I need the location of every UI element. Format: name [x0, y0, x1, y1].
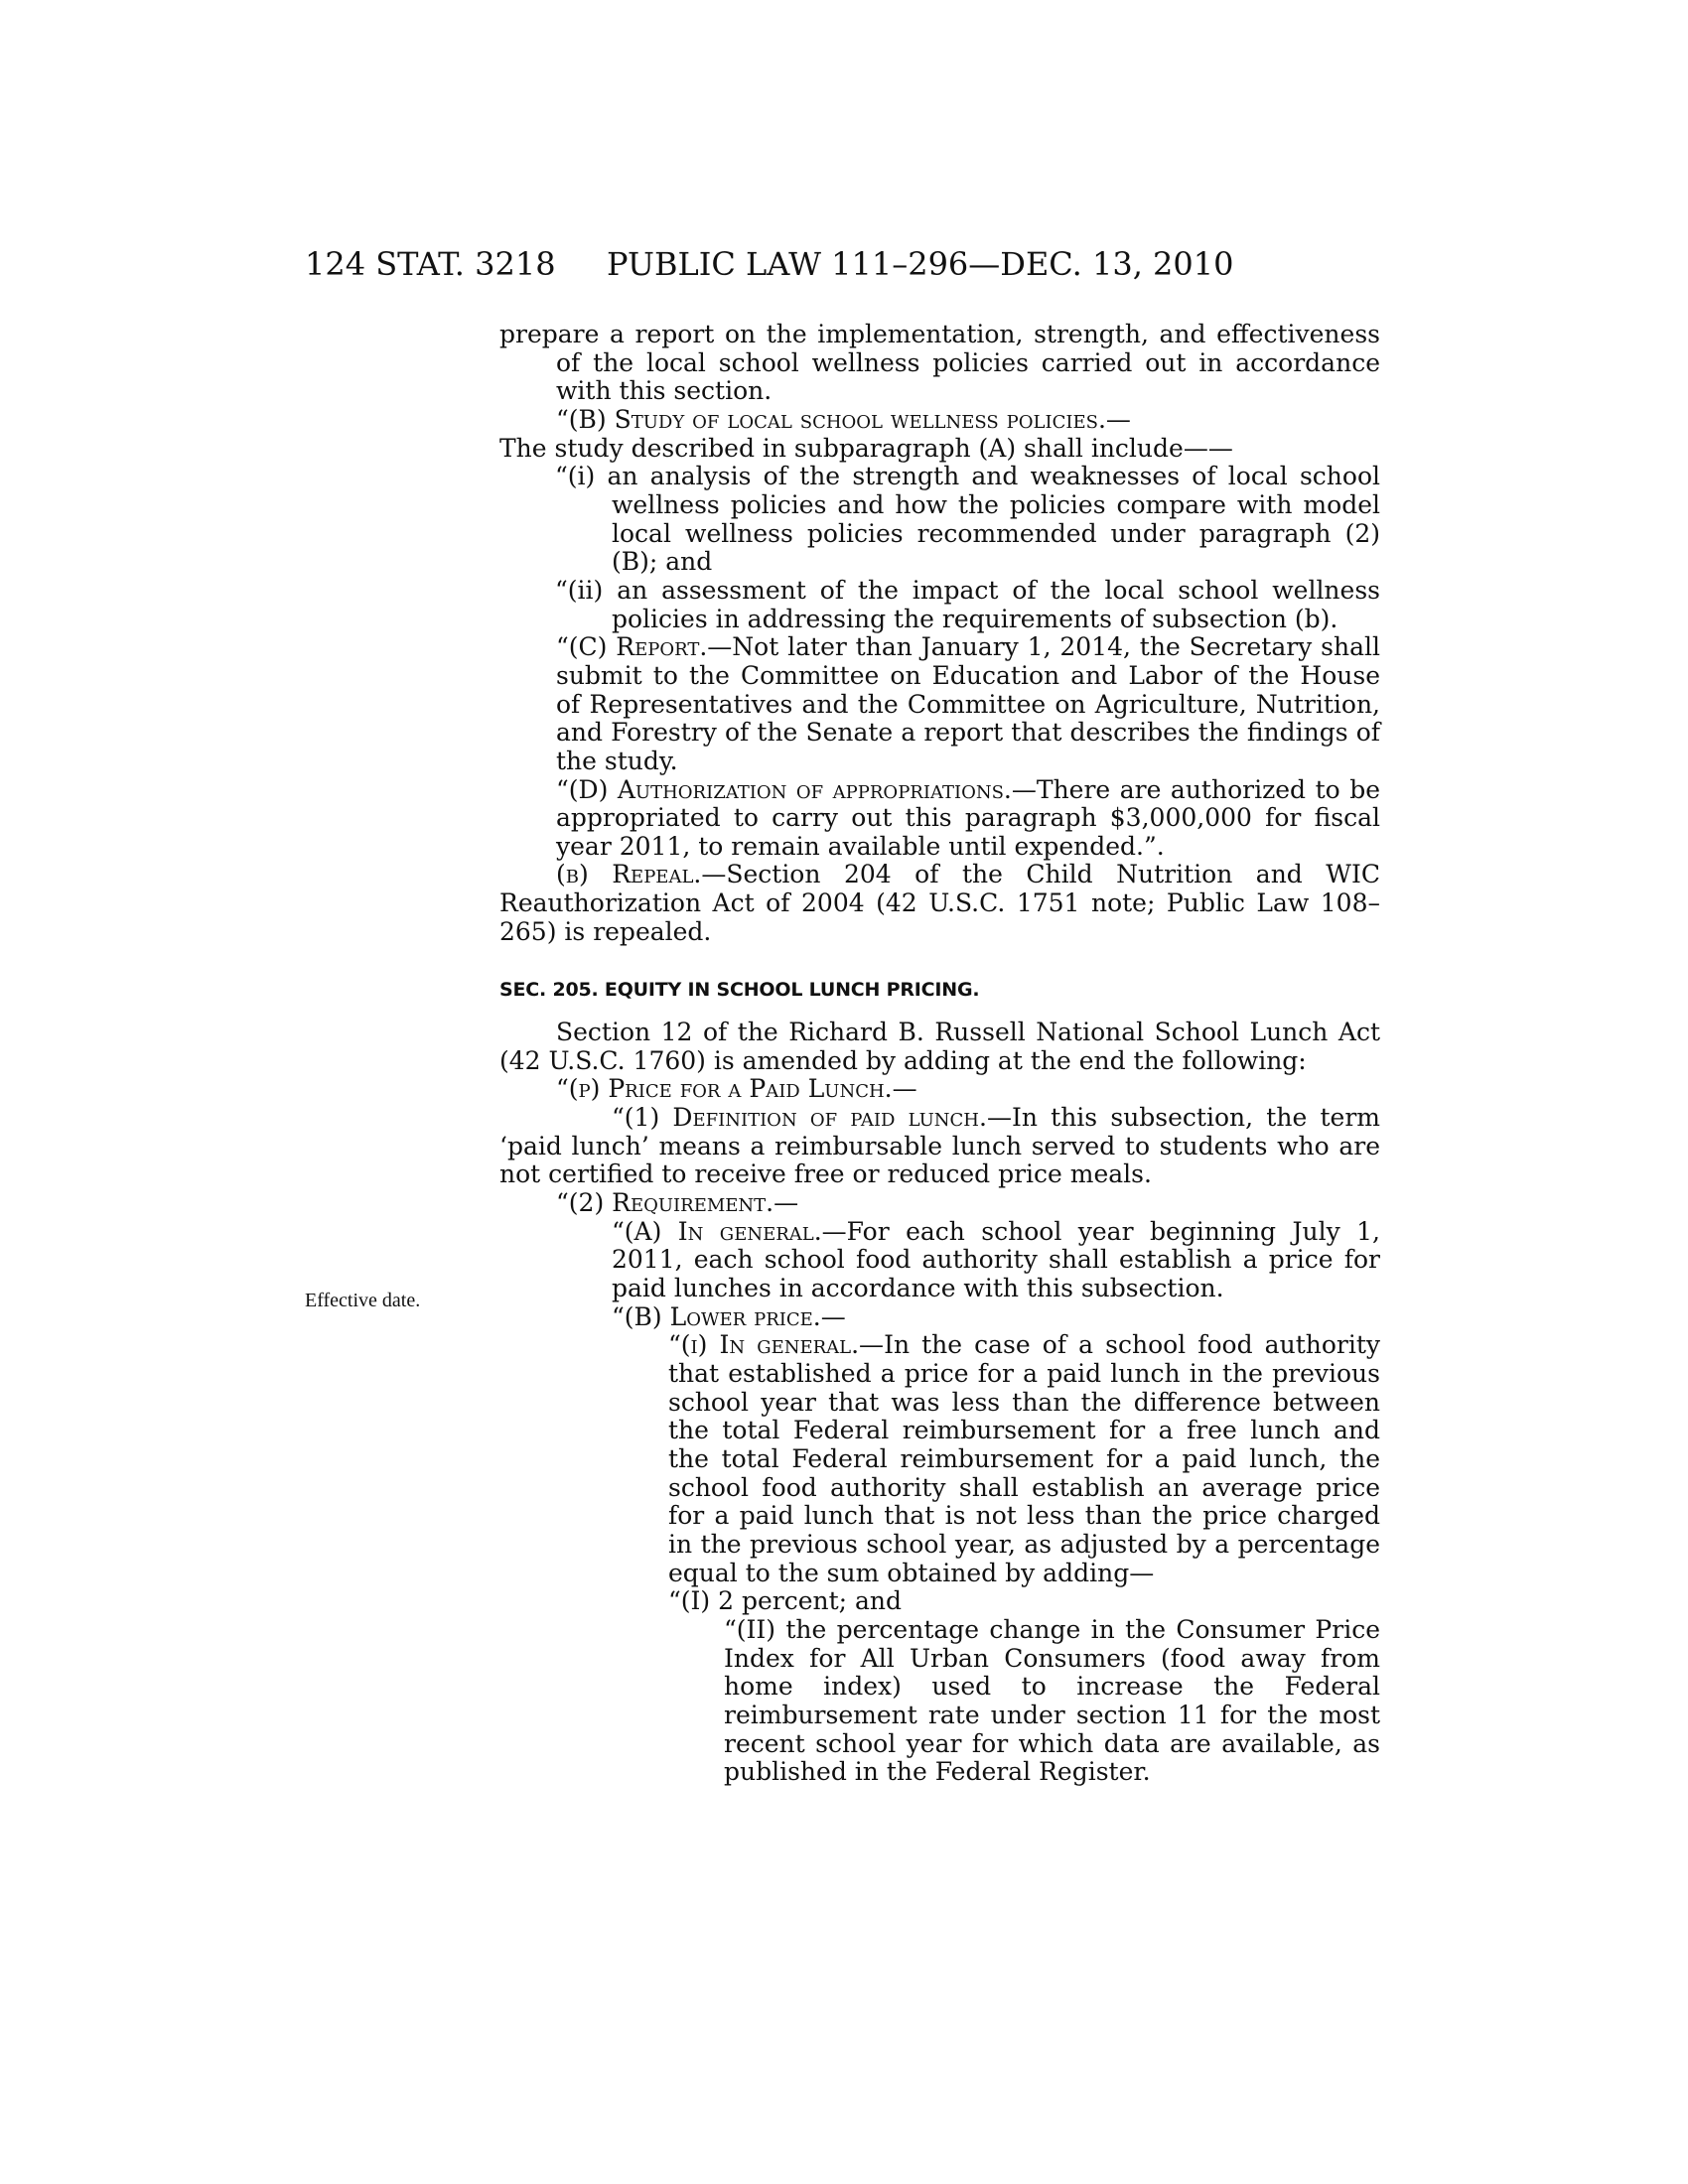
- paragraph: [499, 406, 1380, 463]
- paragraph: [499, 776, 1380, 862]
- subclause: “(I) 2 percent; and: [668, 1586, 903, 1616]
- paragraph-heading: “(1) Definition of paid lunch.—: [612, 1103, 1012, 1133]
- clause: “(ii) an assessment of the impact of the local school wellness policies in addressing the requirements of subsection (b).: [555, 575, 1380, 633]
- paragraph-text: In this subsection, the term ‘paid lunch’ means a reimbursable lunch served to students who are not certified to receive free or reduced price meals.: [499, 1103, 1380, 1189]
- clause: “(i) an analysis of the strength and weaknesses of local school wellness policies and how the policies compare with model local wellness policies recommended under paragraph (2)(B); and: [555, 462, 1380, 577]
- paragraph-heading: “(2) Requirement.—: [556, 1188, 799, 1218]
- paragraph-text: Section 204 of the Child Nutrition and WIC Reauthorization Act of 2004 (42 U.S.C. 1751 note; Public Law 108–265) is repealed.: [499, 860, 1380, 946]
- paragraph-text: There are authorized to be appropriated to carry out this paragraph $3,000,000 for fiscal year 2011, to remain available until expended.”.: [556, 774, 1380, 861]
- section-heading: SEC. 205. EQUITY IN SCHOOL LUNCH PRICING.: [499, 979, 980, 1002]
- paragraph: [499, 1104, 1380, 1189]
- clause-text: In the case of a school food authority that established a price for a paid lunch in the previous school year that was less than the difference between the total Federal reimbursement for a free lunch and the total Federal reimbursement for a paid lunch, the school food authority shall establish an average price for a paid lunch that is not less than the price charged in the previous school year, as adjusted by a percentage equal to the sum obtained by adding—: [668, 1330, 1381, 1587]
- document-body: [499, 321, 1380, 1787]
- subparagraph-heading: “(B) Lower price.—: [612, 1301, 846, 1331]
- paragraph-text: For each school year beginning July 1, 2011, each school food authority shall establish a price for paid lunches in accordance with this subsection.: [612, 1216, 1380, 1302]
- subsection-heading: “(p) Price for a Paid Lunch.—: [556, 1074, 917, 1104]
- subparagraph-heading: “(B) Study of local school wellness policies.—: [556, 404, 1131, 434]
- paragraph: Section 12 of the Richard B. Russell National School Lunch Act (42 U.S.C. 1760) is amended by adding at the end the following:: [499, 1018, 1380, 1075]
- subclause: “(II) the percentage change in the Consumer Price Index for All Urban Consumers (food away from home index) used to increase the Federal reimbursement rate under section 11 for the most recent school year for which data are available, as published in the Federal Register.: [724, 1614, 1380, 1787]
- subparagraph-heading: “(C) Report.—: [556, 632, 733, 662]
- paragraph: prepare a report on the implementation, strength, and effectiveness of the local school wellness policies carried out in accordance with this section.: [499, 320, 1380, 406]
- margin-note: Effective date.: [305, 1290, 421, 1311]
- subsection-heading: (b) Repeal.—: [556, 860, 727, 889]
- subparagraph-heading: “(A) In general.—: [612, 1216, 847, 1246]
- paragraph-text: Not later than January 1, 2014, the Secretary shall submit to the Committee on Education and Labor of the House of Representatives and the Committee on Agriculture, Nutrition, and Forestry of the Senate a report that describes the findings of the study.: [556, 632, 1380, 775]
- paragraph-text: The study described in subparagraph (A) shall include——: [499, 433, 1233, 463]
- clause: [499, 1331, 1380, 1587]
- page-title: PUBLIC LAW 111–296—DEC. 13, 2010: [607, 245, 1234, 283]
- page-reference: 124 STAT. 3218: [305, 245, 556, 283]
- paragraph: [499, 1218, 1380, 1303]
- paragraph: [499, 633, 1380, 775]
- clause-heading: “(i) In general.—: [668, 1330, 885, 1360]
- subparagraph-heading: “(D) Authorization of appropriations.—: [556, 774, 1037, 804]
- paragraph: [499, 861, 1380, 946]
